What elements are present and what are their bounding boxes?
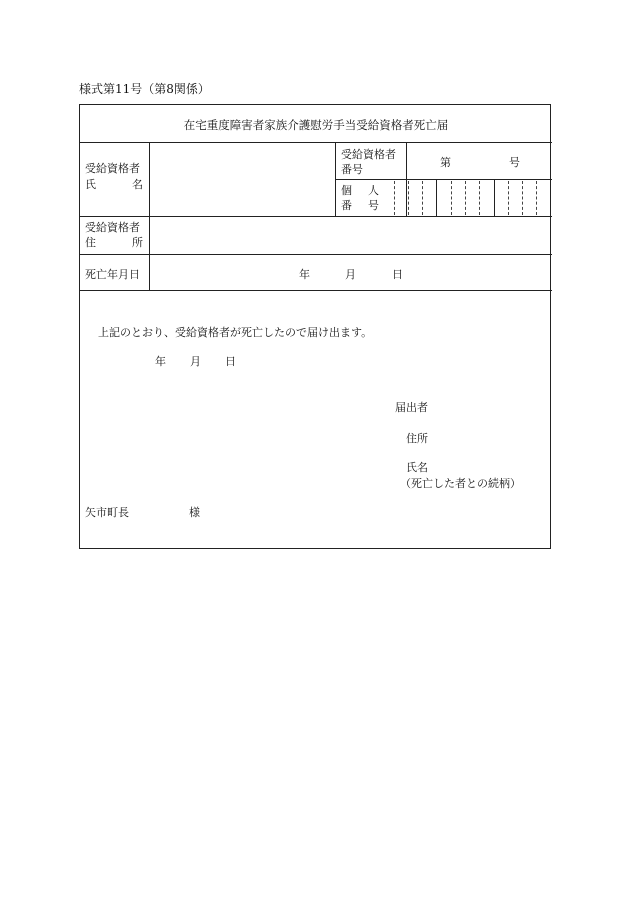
statement: 上記のとおり、受給資格者が死亡したので届け出ます。 <box>98 326 373 339</box>
form-table <box>79 104 551 549</box>
recipient-number-field[interactable]: 第 号 <box>440 156 520 169</box>
recipient-name-label: 受給資格者 氏 名 <box>85 162 143 191</box>
form-title: 在宅重度障害者家族介護慰労手当受給資格者死亡届 <box>183 118 449 132</box>
recipient-number-label: 受給資格者 番号 <box>341 148 396 176</box>
form-number: 様式第11号（第8関係） <box>79 82 210 96</box>
submit-date[interactable]: 年 月 日 <box>155 355 236 368</box>
address-field[interactable] <box>152 219 548 252</box>
death-date-label: 死亡年月日 <box>85 268 140 281</box>
honorific: 様 <box>189 506 200 519</box>
recipient-name-field[interactable] <box>152 145 332 215</box>
notifier-address-label: 住所 <box>406 432 428 445</box>
personal-number-label: 個 人 番 号 <box>341 184 379 212</box>
notifier-relation-label: （死亡した者との続柄） <box>400 477 521 490</box>
death-date-field[interactable]: 年 月 日 <box>299 268 403 281</box>
addressee: 矢市町長 <box>85 506 129 519</box>
personal-number-field[interactable] <box>383 181 549 214</box>
notifier-name-label: 氏名 <box>406 461 428 474</box>
address-label: 受給資格者 住 所 <box>85 221 143 249</box>
notifier-label: 届出者 <box>395 401 428 414</box>
